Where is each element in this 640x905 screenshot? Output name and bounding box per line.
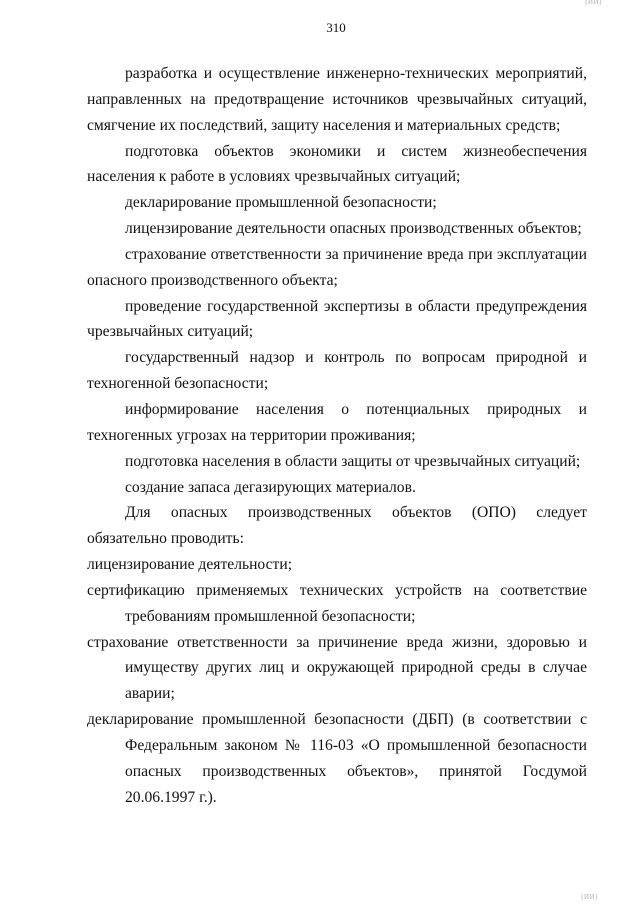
paragraph-population-training: подготовка населения в области защиты от чрезвычайных ситуаций; bbox=[125, 452, 581, 470]
document-body bbox=[87, 61, 587, 810]
paragraph-licensing: лицензирование деятельности опасных производственных объектов; bbox=[125, 220, 582, 238]
paragraph-state-supervision: государственный надзор и контроль по вопросам природной и техногенной безопасности; bbox=[87, 349, 587, 393]
list-item-certification: сертификацию применяемых технических устройств на соответствие требованиям промышленной безопасности; bbox=[87, 581, 587, 625]
list-item-liability-insurance: страхование ответственности за причинение вреда жизни, здоровью и имуществу других лиц и окружающей природной среды в случае аварии; bbox=[87, 633, 587, 703]
paragraph-insurance: страхование ответственности за причинение вреда при эксплуатации опасного производственного объекта; bbox=[87, 245, 587, 289]
paragraph-degassing-stock: создание запаса дегазирующих материалов. bbox=[125, 478, 416, 496]
paragraph-informing-population: информирование населения о потенциальных природных и техногенных угрозах на территории проживания; bbox=[87, 400, 587, 444]
paragraph-state-expertise: проведение государственной экспертизы в области предупреждения чрезвычайных ситуаций; bbox=[87, 297, 587, 341]
corner-stamp-top: (ИИ) bbox=[585, 0, 602, 6]
page-number: 310 bbox=[326, 20, 346, 35]
corner-stamp-bottom: (ИИ) bbox=[581, 893, 598, 901]
paragraph-safety-declaration: декларирование промышленной безопасности; bbox=[125, 194, 437, 212]
paragraph-opo-intro: Для опасных производственных объектов (ОПО) следует обязательно проводить: bbox=[87, 504, 587, 548]
list-item-licensing: лицензирование деятельности; bbox=[87, 556, 293, 574]
paragraph-engineering-measures: разработка и осуществление инженерно-технических мероприятий, направленных на предотвращение источников чрезвычайных ситуаций, смягчение их последствий, защиту населения и материальных средств; bbox=[87, 65, 587, 134]
paragraph-economy-preparation: подготовка объектов экономики и систем жизнеобеспечения населения к работе в условиях чрезвычайных ситуаций; bbox=[87, 142, 587, 186]
list-item-dbp: декларирование промышленной безопасности (ДБП) (в соответствии с Федеральным законом № 116-03 «О промышленной безопасности опасных производственных объектов», принятой Госдумой 20.06.1997 г.). bbox=[87, 711, 587, 806]
